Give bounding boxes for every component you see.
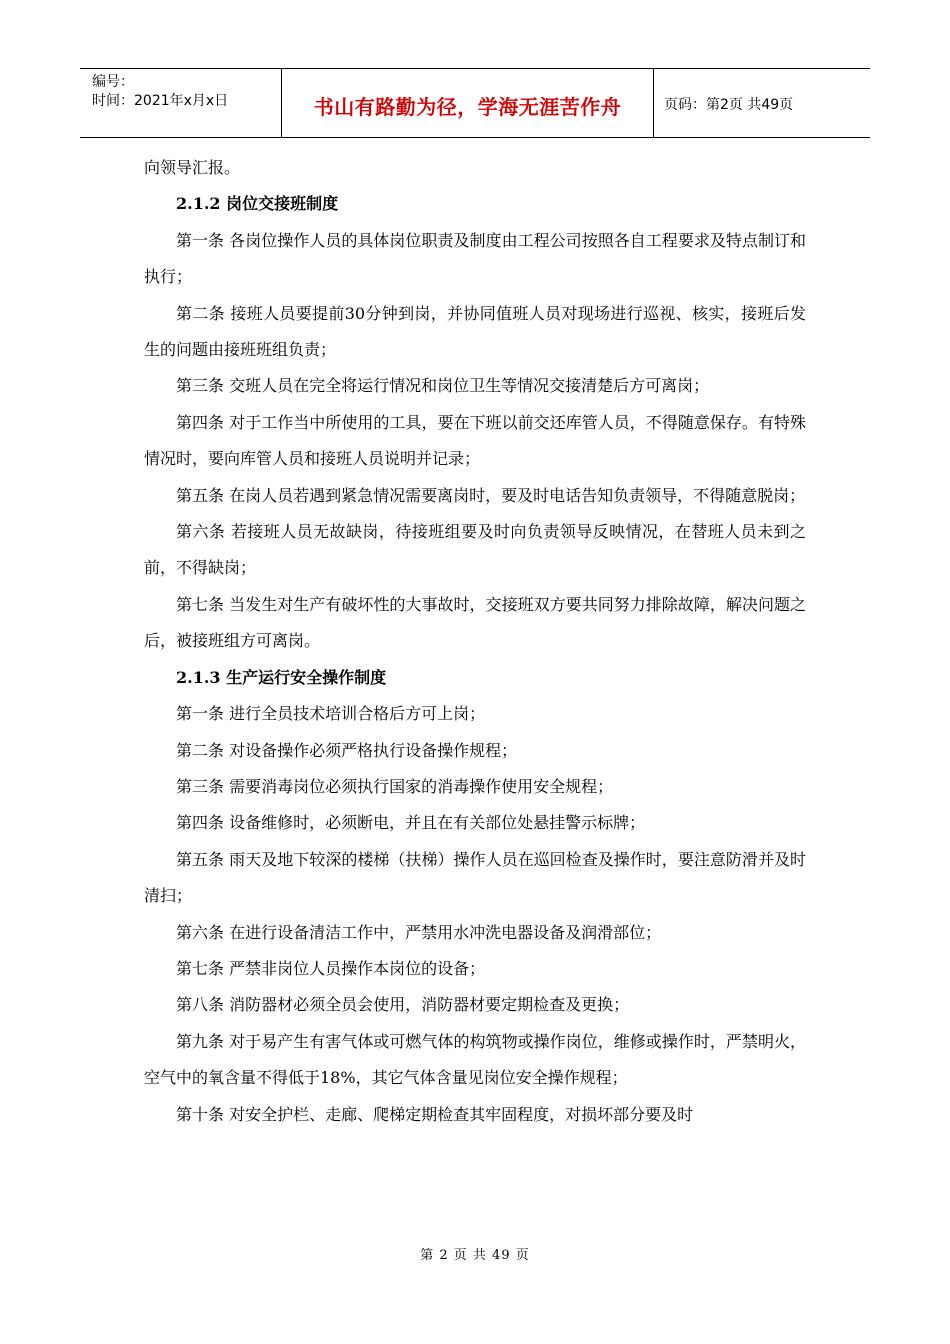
paragraph: 第四条 设备维修时，必须断电，并且在有关部位处悬挂警示标牌； xyxy=(176,813,646,833)
section-heading: 2.1.2 岗位交接班制度 xyxy=(176,194,339,214)
paragraph: 第六条 若接班人员无故缺岗，待接班组要及时向负责领导反映情况，在替班人员未到之前，不得缺岗； xyxy=(144,522,806,578)
paragraph: 第一条 各岗位操作人员的具体岗位职责及制度由工程公司按照各自工程要求及特点制订和执行； xyxy=(144,230,806,287)
page-footer xyxy=(0,1244,950,1263)
paragraph: 第十条 对安全护栏、走廊、爬梯定期检查其牢固程度，对损坏部分要及时 xyxy=(176,1104,694,1124)
paragraph: 第一条 进行全员技术培训合格后方可上岗； xyxy=(176,704,486,724)
paragraph: 第三条 交班人员在完全将运行情况和岗位卫生等情况交接清楚后方可离岗； xyxy=(176,376,710,396)
header-page-info: 页码：第2页 共49页 xyxy=(664,97,794,113)
paragraph: 第七条 当发生对生产有破坏性的大事故时，交接班双方要共同努力排除故障，解决问题之后，被接班组方可离岗。 xyxy=(144,594,806,651)
document-number-label: 编号： xyxy=(92,74,134,90)
header-motto: 书山有路勤为径，学海无涯苦作舟 xyxy=(313,94,622,119)
paragraph: 第六条 在进行设备清洁工作中，严禁用水冲洗电器设备及润滑部位； xyxy=(176,922,662,942)
document-body xyxy=(144,150,806,1133)
paragraph: 第八条 消防器材必须全员会使用，消防器材要定期检查及更换； xyxy=(176,995,630,1015)
paragraph: 第七条 严禁非岗位人员操作本岗位的设备； xyxy=(176,958,486,978)
paragraph: 第二条 接班人员要提前30分钟到岗，并协同值班人员对现场进行巡视、核实，接班后发生的问题由接班班组负责； xyxy=(144,303,806,360)
paragraph: 第三条 需要消毒岗位必须执行国家的消毒操作使用安全规程； xyxy=(176,776,614,796)
footer-page-number: 第 2 页 共 49 页 xyxy=(420,1248,530,1263)
page-header xyxy=(80,68,870,138)
paragraph: 向领导汇报。 xyxy=(144,158,241,177)
header-meta xyxy=(80,69,282,137)
paragraph: 第五条 雨天及地下较深的楼梯（扶梯）操作人员在巡回检查及操作时，要注意防滑并及时清扫； xyxy=(144,849,806,906)
header-motto-cell xyxy=(282,69,654,137)
paragraph: 第九条 对于易产生有害气体或可燃气体的构筑物或操作岗位，维修或操作时，严禁明火，空气中的氧含量不得低于18%，其它气体含量见岗位安全操作规程； xyxy=(144,1031,806,1088)
paragraph: 第五条 在岗人员若遇到紧急情况需要离岗时，要及时电话告知负责领导，不得随意脱岗； xyxy=(176,485,806,505)
section-heading: 2.1.3 生产运行安全操作制度 xyxy=(176,667,387,687)
paragraph: 第二条 对设备操作必须严格执行设备操作规程； xyxy=(176,740,518,760)
header-page-info-cell xyxy=(654,69,870,137)
document-time-label: 时间：2021年x月x日 xyxy=(92,93,229,109)
paragraph: 第四条 对于工作当中所使用的工具，要在下班以前交还库管人员，不得随意保存。有特殊情况时，要向库管人员和接班人员说明并记录； xyxy=(144,412,806,469)
